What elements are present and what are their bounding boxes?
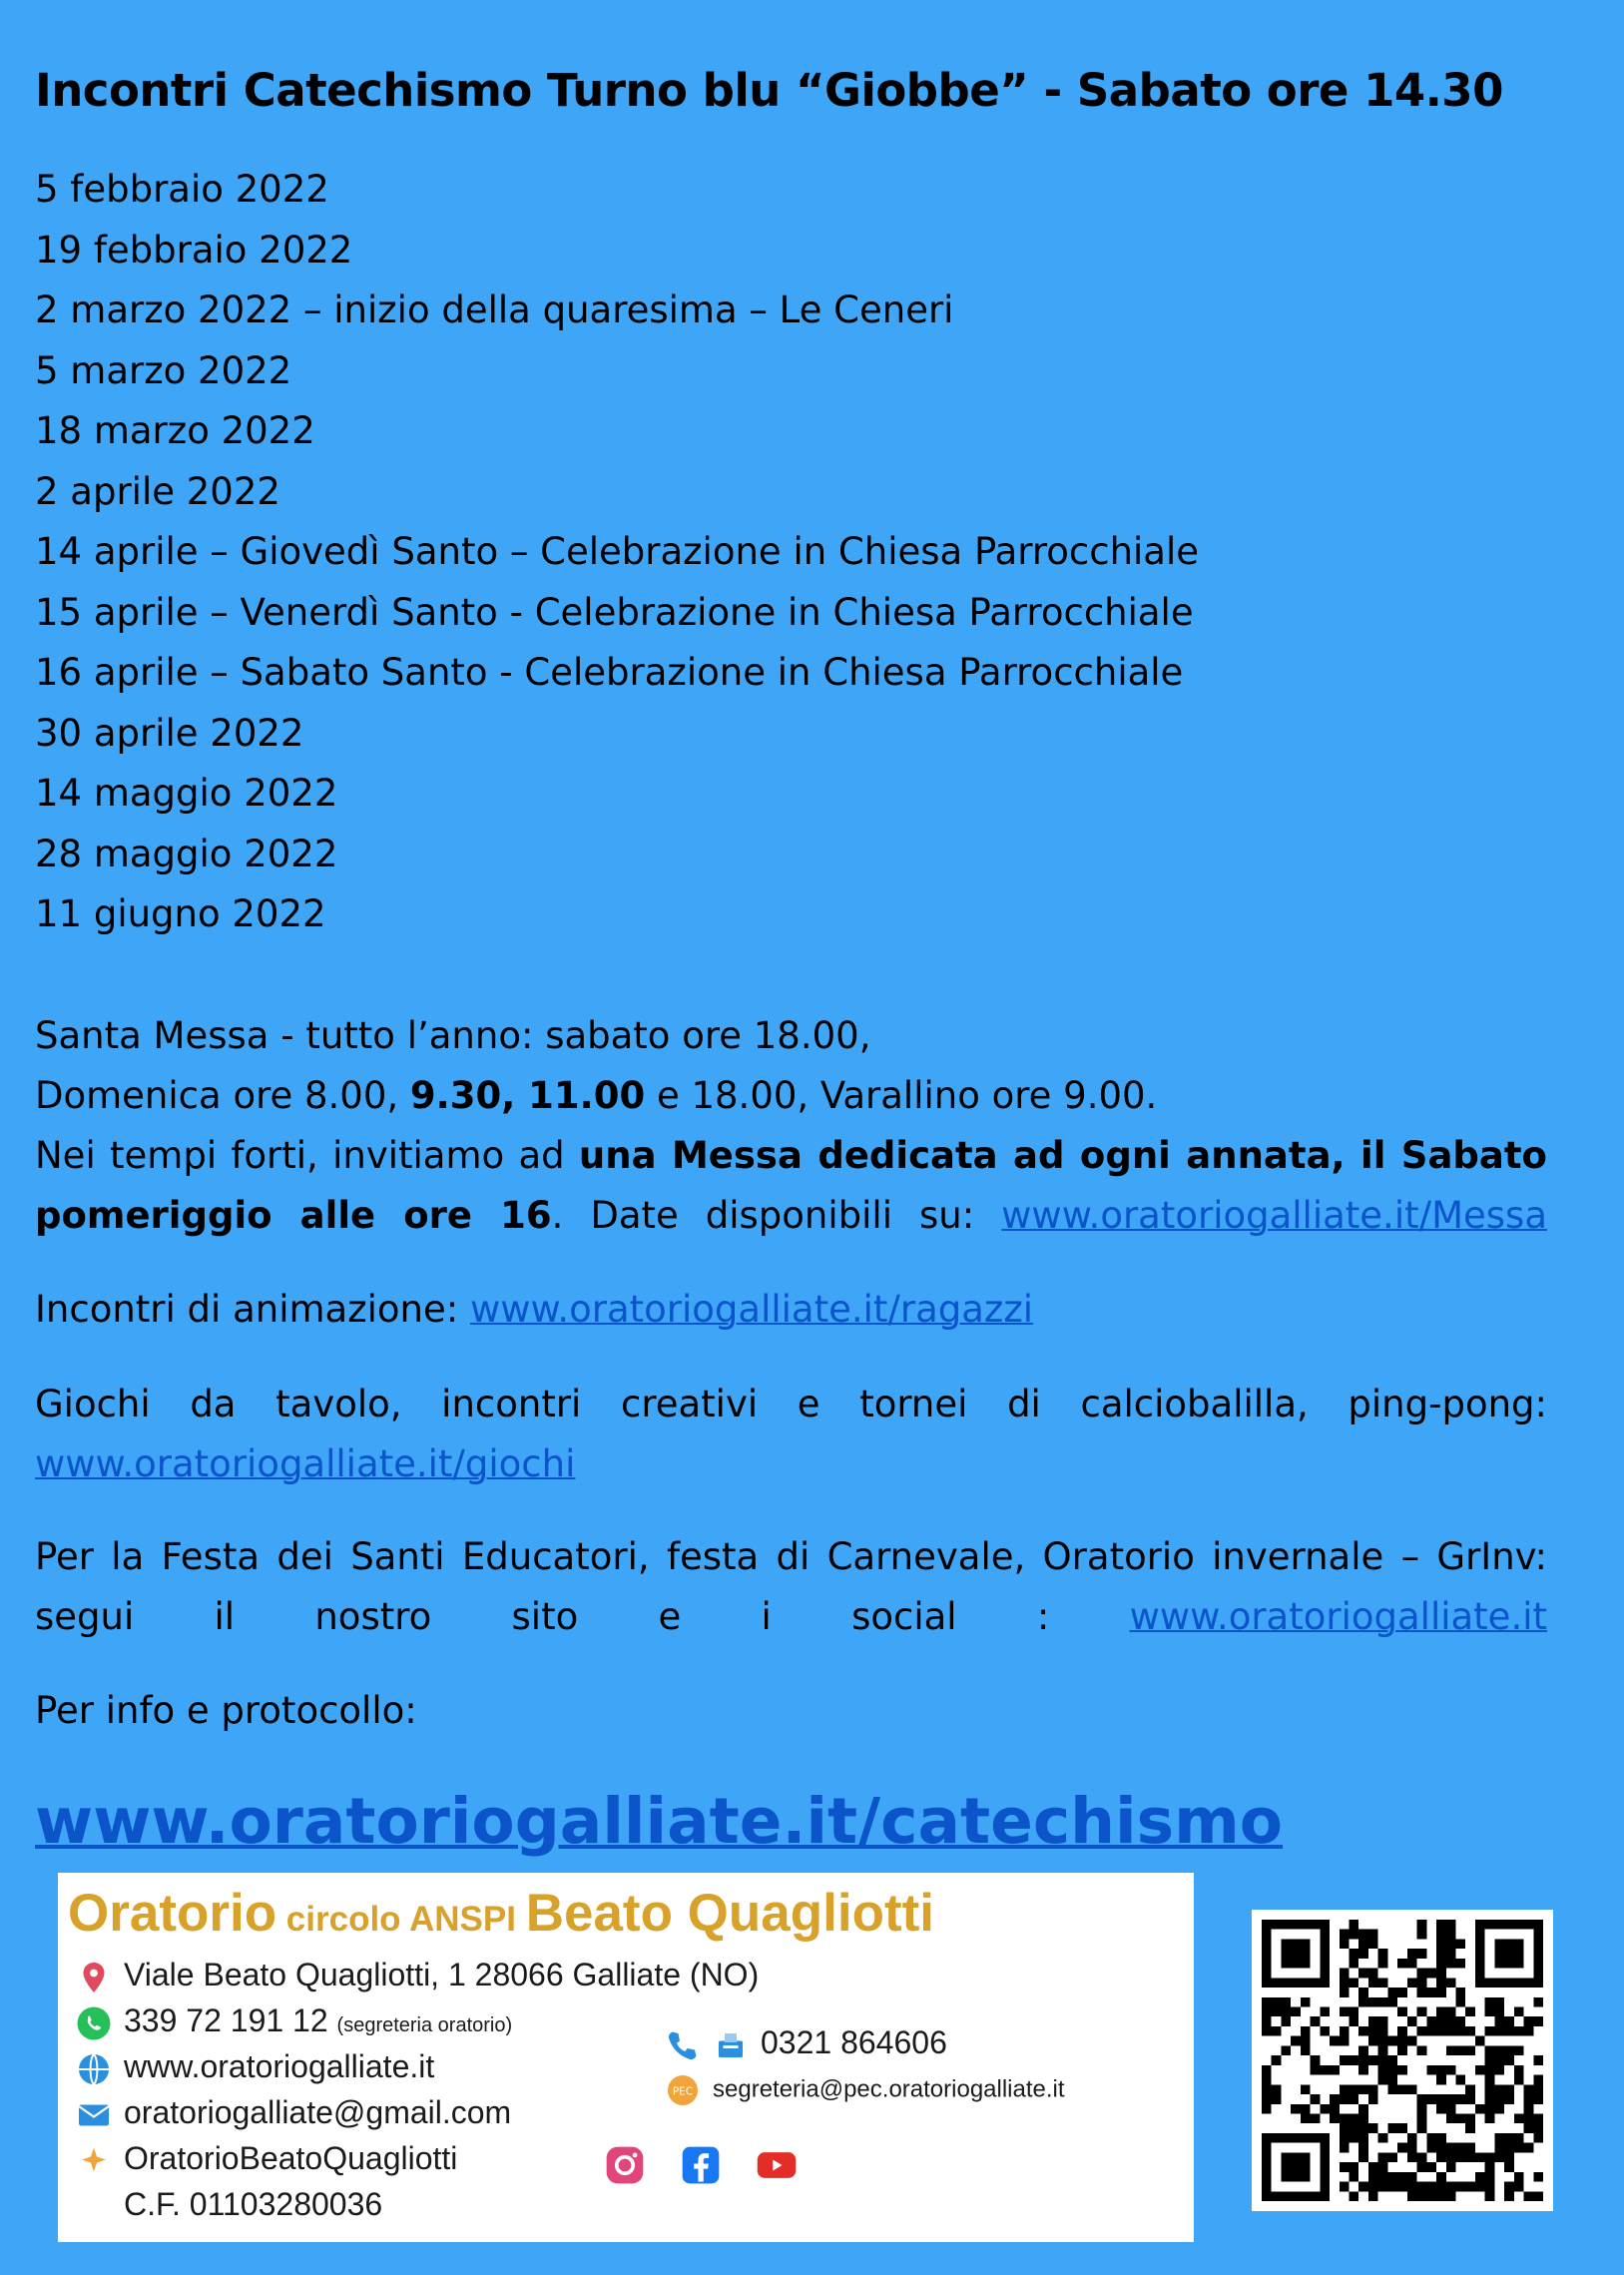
pec-row [665, 2072, 1065, 2108]
festa-paragraph [35, 1527, 1547, 1647]
giochi-paragraph [35, 1375, 1547, 1494]
email-text: oratoriogalliate@gmail.com [124, 2094, 512, 2130]
date-item: 2 aprile 2022 [35, 469, 280, 513]
tempi-forti-paragraph [35, 1126, 1547, 1246]
qr-code [1252, 1910, 1553, 2211]
info-label: Per info e protocollo: [35, 1689, 417, 1732]
mass-sunday-bold: 9.30, 11.00 [409, 1074, 646, 1117]
animazione-text: Incontri di animazione: [35, 1288, 470, 1331]
date-item: 18 marzo 2022 [35, 409, 315, 452]
phone-row [665, 2024, 947, 2063]
date-item: 28 maggio 2022 [35, 832, 338, 875]
date-item: 15 aprile – Venerdì Santo - Celebrazione in Chiesa Parrocchiale [35, 590, 1194, 634]
phone-number: 0321 864606 [761, 2024, 947, 2060]
tempi-forti-text-end: . Date disponibili su: [551, 1194, 1002, 1237]
dates-list [35, 160, 1199, 945]
date-item: 5 febbraio 2022 [35, 168, 329, 211]
date-item: 30 aprile 2022 [35, 711, 304, 755]
instagram-icon[interactable] [603, 2143, 647, 2187]
social-handle: OratorioBeatoQuagliotti [124, 2140, 458, 2176]
mass-schedule-line2 [35, 1066, 1547, 1126]
giochi-link[interactable]: www.oratoriogalliate.it/giochi [35, 1442, 576, 1485]
mail-icon [76, 2097, 112, 2133]
mass-sunday-text-end: e 18.00, Varallino ore 9.00. [645, 1074, 1158, 1117]
fax-icon [713, 2027, 749, 2063]
date-item: 16 aprile – Sabato Santo - Celebrazione in Chiesa Parrocchiale [35, 651, 1184, 694]
card-title-anspi: circolo ANSPI [276, 1900, 526, 1939]
address-row [76, 1957, 759, 1995]
tempi-forti-text: Nei tempi forti, invitiamo ad [35, 1134, 579, 1177]
sparkle-icon [76, 2143, 112, 2179]
page-title: Incontri Catechismo Turno blu “Giobbe” - Sabato ore 14.30 [35, 64, 1503, 117]
festa-text: Per la Festa dei Santi Educatori, festa di Carnevale, Oratorio invernale – GrInv: segui il nostro sito e i social : [35, 1535, 1547, 1638]
date-item: 5 marzo 2022 [35, 348, 292, 392]
pec-icon [665, 2072, 701, 2108]
cf-row: C.F. 01103280036 [124, 2186, 383, 2222]
email-row [76, 2094, 511, 2133]
map-pin-icon [76, 1960, 112, 1995]
ragazzi-link[interactable]: www.oratoriogalliate.it/ragazzi [469, 1288, 1034, 1331]
facebook-icon[interactable] [679, 2143, 723, 2187]
svg-text:PEC: PEC [672, 2085, 694, 2098]
whatsapp-number: 339 72 191 12 [124, 2002, 328, 2038]
whatsapp-row [76, 2002, 512, 2041]
site-link[interactable]: www.oratoriogalliate.it [1129, 1595, 1547, 1638]
mass-sunday-text: Domenica ore 8.00, [35, 1074, 410, 1117]
mass-schedule-line1: Santa Messa - tutto l’anno: sabato ore 18.00, [35, 1014, 871, 1057]
tempi-forti-bold: una Messa dedicata ad ogni annata, il Sabato pomeriggio alle ore 16 [35, 1134, 1547, 1237]
date-item: 11 giugno 2022 [35, 892, 326, 935]
whatsapp-note: (segreteria oratorio) [336, 2014, 513, 2036]
date-item: 2 marzo 2022 – inizio della quaresima – Le Ceneri [35, 288, 954, 331]
pec-text: segreteria@pec.oratoriogalliate.it [713, 2075, 1065, 2103]
globe-icon [76, 2051, 112, 2087]
website-text: www.oratoriogalliate.it [124, 2048, 435, 2084]
website-row [76, 2048, 434, 2087]
date-item: 14 aprile – Giovedì Santo – Celebrazione in Chiesa Parrocchiale [35, 530, 1200, 573]
date-item: 19 febbraio 2022 [35, 228, 353, 272]
phone-icon [665, 2027, 701, 2063]
whatsapp-icon [76, 2005, 112, 2041]
card-title-oratorio: Oratorio [68, 1884, 277, 1943]
date-item: 14 maggio 2022 [35, 772, 338, 815]
social-row [76, 2140, 457, 2179]
address-text: Viale Beato Quagliotti, 1 28066 Galliate (NO) [124, 1957, 760, 1992]
card-title [68, 1883, 934, 1944]
giochi-text: Giochi da tavolo, incontri creativi e tornei di calciobalilla, ping-pong: [35, 1383, 1547, 1425]
animazione-paragraph [35, 1280, 1547, 1340]
youtube-icon[interactable] [755, 2143, 799, 2187]
messa-link[interactable]: www.oratoriogalliate.it/Messa [1001, 1194, 1547, 1237]
card-title-beato: Beato Quagliotti [525, 1884, 934, 1943]
catechismo-link[interactable]: www.oratoriogalliate.it/catechismo [35, 1785, 1284, 1858]
